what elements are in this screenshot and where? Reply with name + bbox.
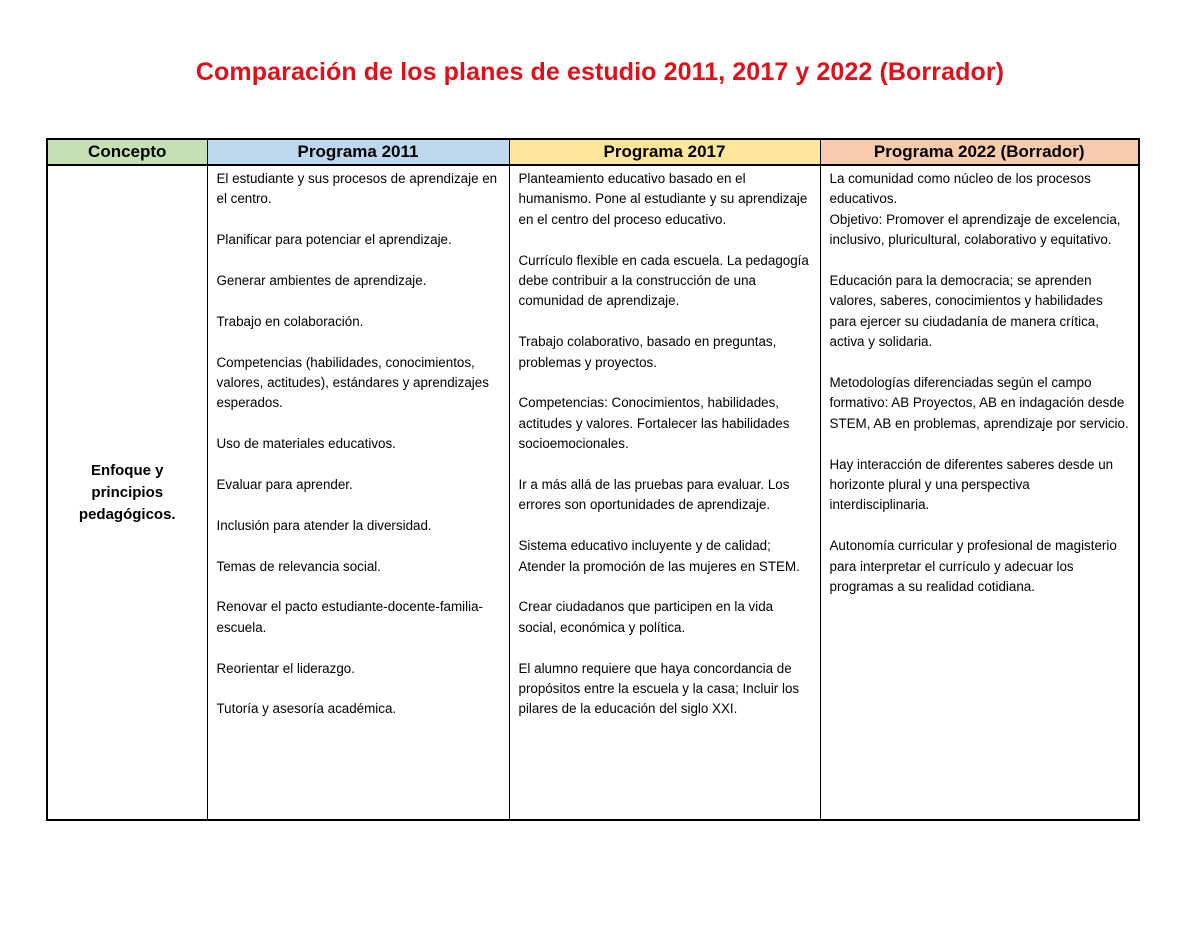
list-item: Trabajo en colaboración.: [216, 313, 364, 329]
header-programa-2022: Programa 2022 (Borrador): [820, 139, 1139, 165]
list-item: Trabajo colaborativo, basado en preguntas, problemas y proyectos.: [518, 334, 777, 370]
list-item: Planteamiento educativo basado en el humanismo. Pone al estudiante y su aprendizaje en el centro del proceso educativo.: [518, 171, 808, 227]
list-item: La comunidad como núcleo de los procesos educativos.: [829, 171, 1091, 207]
list-item: Competencias (habilidades, conocimientos, valores, actitudes), estándares y aprendizajes esperados.: [216, 354, 489, 411]
list-item: Metodologías diferenciadas según el campo formativo: AB Proyectos, AB en indagación desde STEM, AB en problemas, aprendizaje por servicio.: [829, 375, 1129, 431]
list-item: Planificar para potenciar el aprendizaje.: [216, 232, 452, 248]
header-programa-2017: Programa 2017: [509, 139, 820, 165]
list-item: Evaluar para aprender.: [216, 477, 353, 492]
list-item: Currículo flexible en cada escuela. La pedagogía debe contribuir a la construcción de una comunidad de aprendizaje.: [518, 252, 809, 309]
cell-programa-2011: [207, 165, 509, 820]
list-item: Renovar el pacto estudiante-docente-familia-escuela.: [216, 599, 483, 635]
list-item: El alumno requiere que haya concordancia de propósitos entre la escuela y la casa; Incluir los pilares de la educación del siglo XXI.: [518, 660, 800, 717]
header-row: [47, 139, 1139, 165]
document-title: Comparación de los planes de estudio 2011, 2017 y 2022 (Borrador): [195, 58, 1005, 86]
list-item: Competencias: Conocimientos, habilidades, actitudes y valores. Fortalecer las habilidades socioemocionales.: [518, 395, 790, 452]
list-item: Crear ciudadanos que participen en la vida social, económica y política.: [518, 599, 774, 635]
list-item: Sistema educativo incluyente y de calidad; Atender la promoción de las mujeres en STEM.: [518, 538, 800, 574]
list-item: Hay interacción de diferentes saberes desde un horizonte plural y una perspectiva interdisciplinaria.: [829, 456, 1114, 513]
header-concepto: Concepto: [47, 139, 207, 165]
header-programa-2011: Programa 2011: [207, 139, 509, 165]
comparison-table: [46, 138, 1140, 821]
table-row: [47, 165, 1139, 820]
list-item: Objetivo: Promover el aprendizaje de excelencia, inclusivo, pluricultural, colaborativo y equitativo.: [829, 211, 1121, 248]
list-item: Autonomía curricular y profesional de magisterio para interpretar el currículo y adecuar los programas a su realidad cotidiana.: [829, 538, 1117, 595]
cell-programa-2022: [820, 165, 1139, 820]
list-item: Reorientar el liderazgo.: [216, 660, 355, 676]
list-item: Temas de relevancia social.: [216, 558, 381, 574]
list-item: Educación para la democracia; se aprenden valores, saberes, conocimientos y habilidades para ejercer su ciudadanía de manera crítica, activa y solidaria.: [829, 273, 1103, 350]
list-item: El estudiante y sus procesos de aprendizaje en el centro.: [216, 171, 498, 207]
list-item: Uso de materiales educativos.: [216, 436, 396, 452]
list-item: Tutoría y asesoría académica.: [216, 701, 397, 717]
cell-programa-2017: [509, 165, 820, 820]
list-item: Ir a más allá de las pruebas para evaluar. Los errores son oportunidades de aprendizaje.: [518, 477, 790, 513]
list-item: Generar ambientes de aprendizaje.: [216, 273, 427, 288]
list-item: Inclusión para atender la diversidad.: [216, 517, 432, 533]
concept-cell: Enfoque y principios pedagógicos.: [47, 165, 207, 820]
